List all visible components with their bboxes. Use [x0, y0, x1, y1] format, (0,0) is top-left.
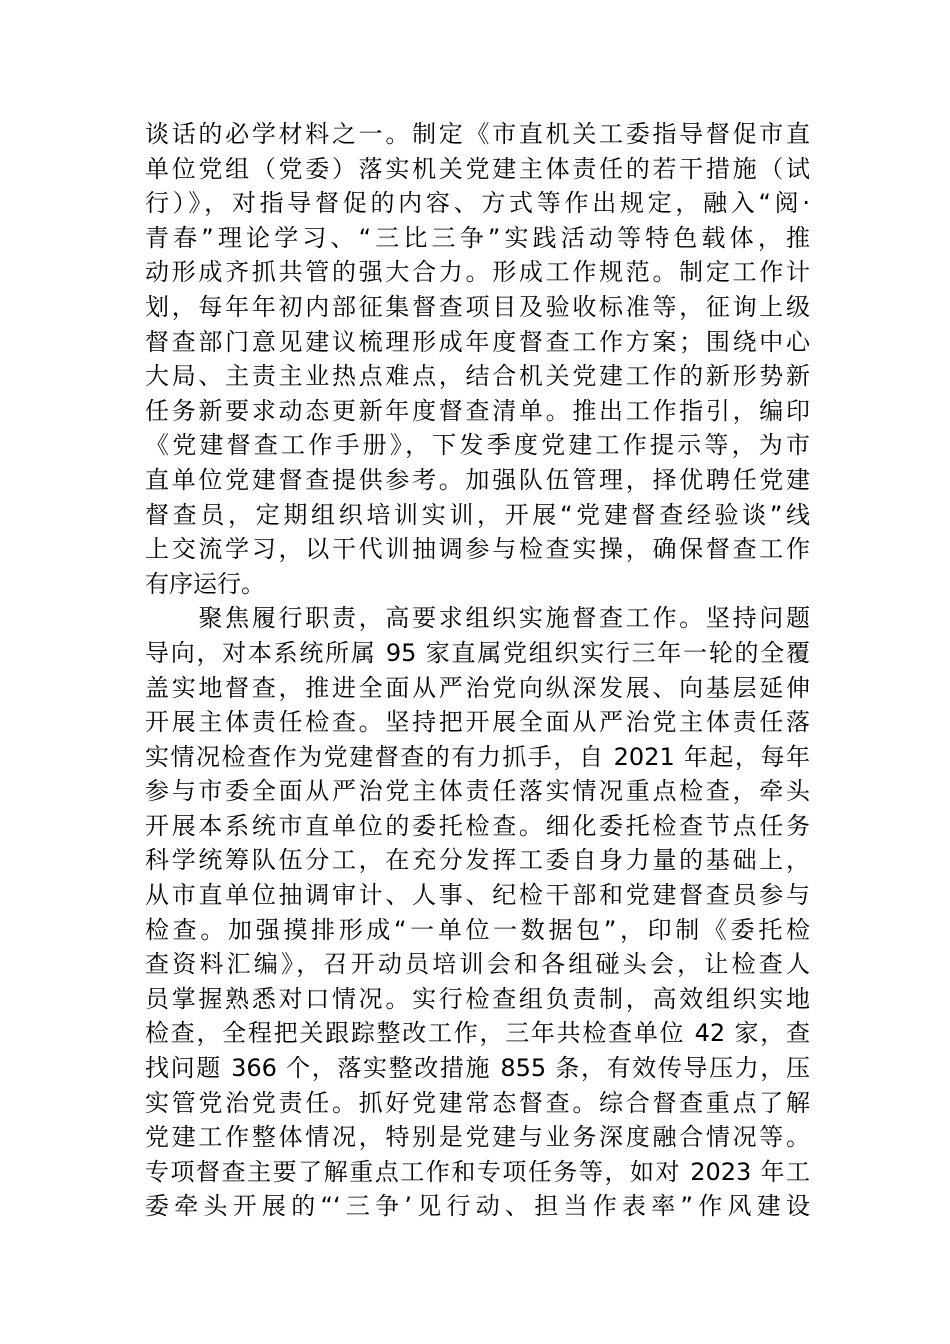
text-line: 青春”理论学习、“三比三争”实践活动等特色载体，推: [145, 223, 810, 252]
text-line: 开展主体责任检查。坚持把开展全面从严治党主体责任落: [145, 708, 810, 737]
text-line: 划，每年年初内部征集督查项目及验收标准等，征询上级: [145, 292, 810, 321]
text-line: 行）》，对指导督促的内容、方式等作出规定，融入“阅·: [145, 189, 810, 218]
text-line: 委牵头开展的“‘三争’见行动、担当作表率”作风建设: [145, 1192, 810, 1221]
text-line: 大局、主责主业热点难点，结合机关党建工作的新形势新: [145, 362, 810, 391]
text-line: 任务新要求动态更新年度督查清单。推出工作指引，编印: [145, 396, 810, 425]
text-line: 党建工作整体情况，特别是党建与业务深度融合情况等。: [145, 1123, 810, 1152]
paragraph-1: [145, 117, 810, 601]
text-line: 导向，对本系统所属 95 家直属党组织实行三年一轮的全覆: [145, 638, 810, 667]
text-line: 员掌握熟悉对口情况。实行检查组负责制，高效组织实地: [145, 984, 810, 1013]
text-line: 直单位党建督查提供参考。加强队伍管理，择优聘任党建: [145, 465, 810, 494]
text-line: 动形成齐抓共管的强大合力。形成工作规范。制定工作计: [145, 258, 810, 287]
text-line: 实情况检查作为党建督查的有力抓手，自 2021 年起，每年: [145, 742, 810, 771]
text-line: 盖实地督查，推进全面从严治党向纵深发展、向基层延伸: [145, 673, 810, 702]
text-line: 检查，全程把关跟踪整改工作，三年共检查单位 42 家，查: [145, 1019, 810, 1048]
text-line: 科学统筹队伍分工，在充分发挥工委自身力量的基础上，: [145, 846, 810, 875]
text-line: 有序运行。: [145, 569, 265, 598]
text-line: 谈话的必学材料之一。制定《市直机关工委指导督促市直: [145, 120, 810, 148]
text-line: 检查。加强摸排形成“一单位一数据包”，印制《委托检: [145, 915, 810, 944]
text-line: 上交流学习，以干代训抽调参与检查实操，确保督查工作: [145, 535, 810, 564]
text-line: 单位党组（党委）落实机关党建主体责任的若干措施（试: [145, 154, 810, 183]
paragraph-2: [145, 601, 810, 1224]
text-line: 参与市委全面从严治党主体责任落实情况重点检查，牵头: [145, 777, 810, 806]
text-line: 专项督查主要了解重点工作和专项任务等，如对 2023 年工: [145, 1157, 810, 1186]
text-line: 从市直单位抽调审计、人事、纪检干部和党建督查员参与: [145, 881, 810, 910]
text-line: 《党建督查工作手册》，下发季度党建工作提示等，为市: [145, 431, 810, 460]
text-line: 督查部门意见建议梳理形成年度督查工作方案；围绕中心: [145, 327, 810, 356]
text-line: 实管党治党责任。抓好党建常态督查。综合督查重点了解: [145, 1088, 810, 1117]
text-line: 聚焦履行职责，高要求组织实施督查工作。坚持问题: [145, 604, 810, 633]
body-text: [145, 117, 810, 1224]
text-line: 查资料汇编》，召开动员培训会和各组碰头会，让检查人: [145, 950, 810, 979]
text-line: 找问题 366 个，落实整改措施 855 条，有效传导压力，压: [145, 1054, 810, 1083]
text-line: 开展本系统市直单位的委托检查。细化委托检查节点任务: [145, 811, 810, 840]
text-line: 督查员，定期组织培训实训，开展“党建督查经验谈”线: [145, 500, 810, 529]
